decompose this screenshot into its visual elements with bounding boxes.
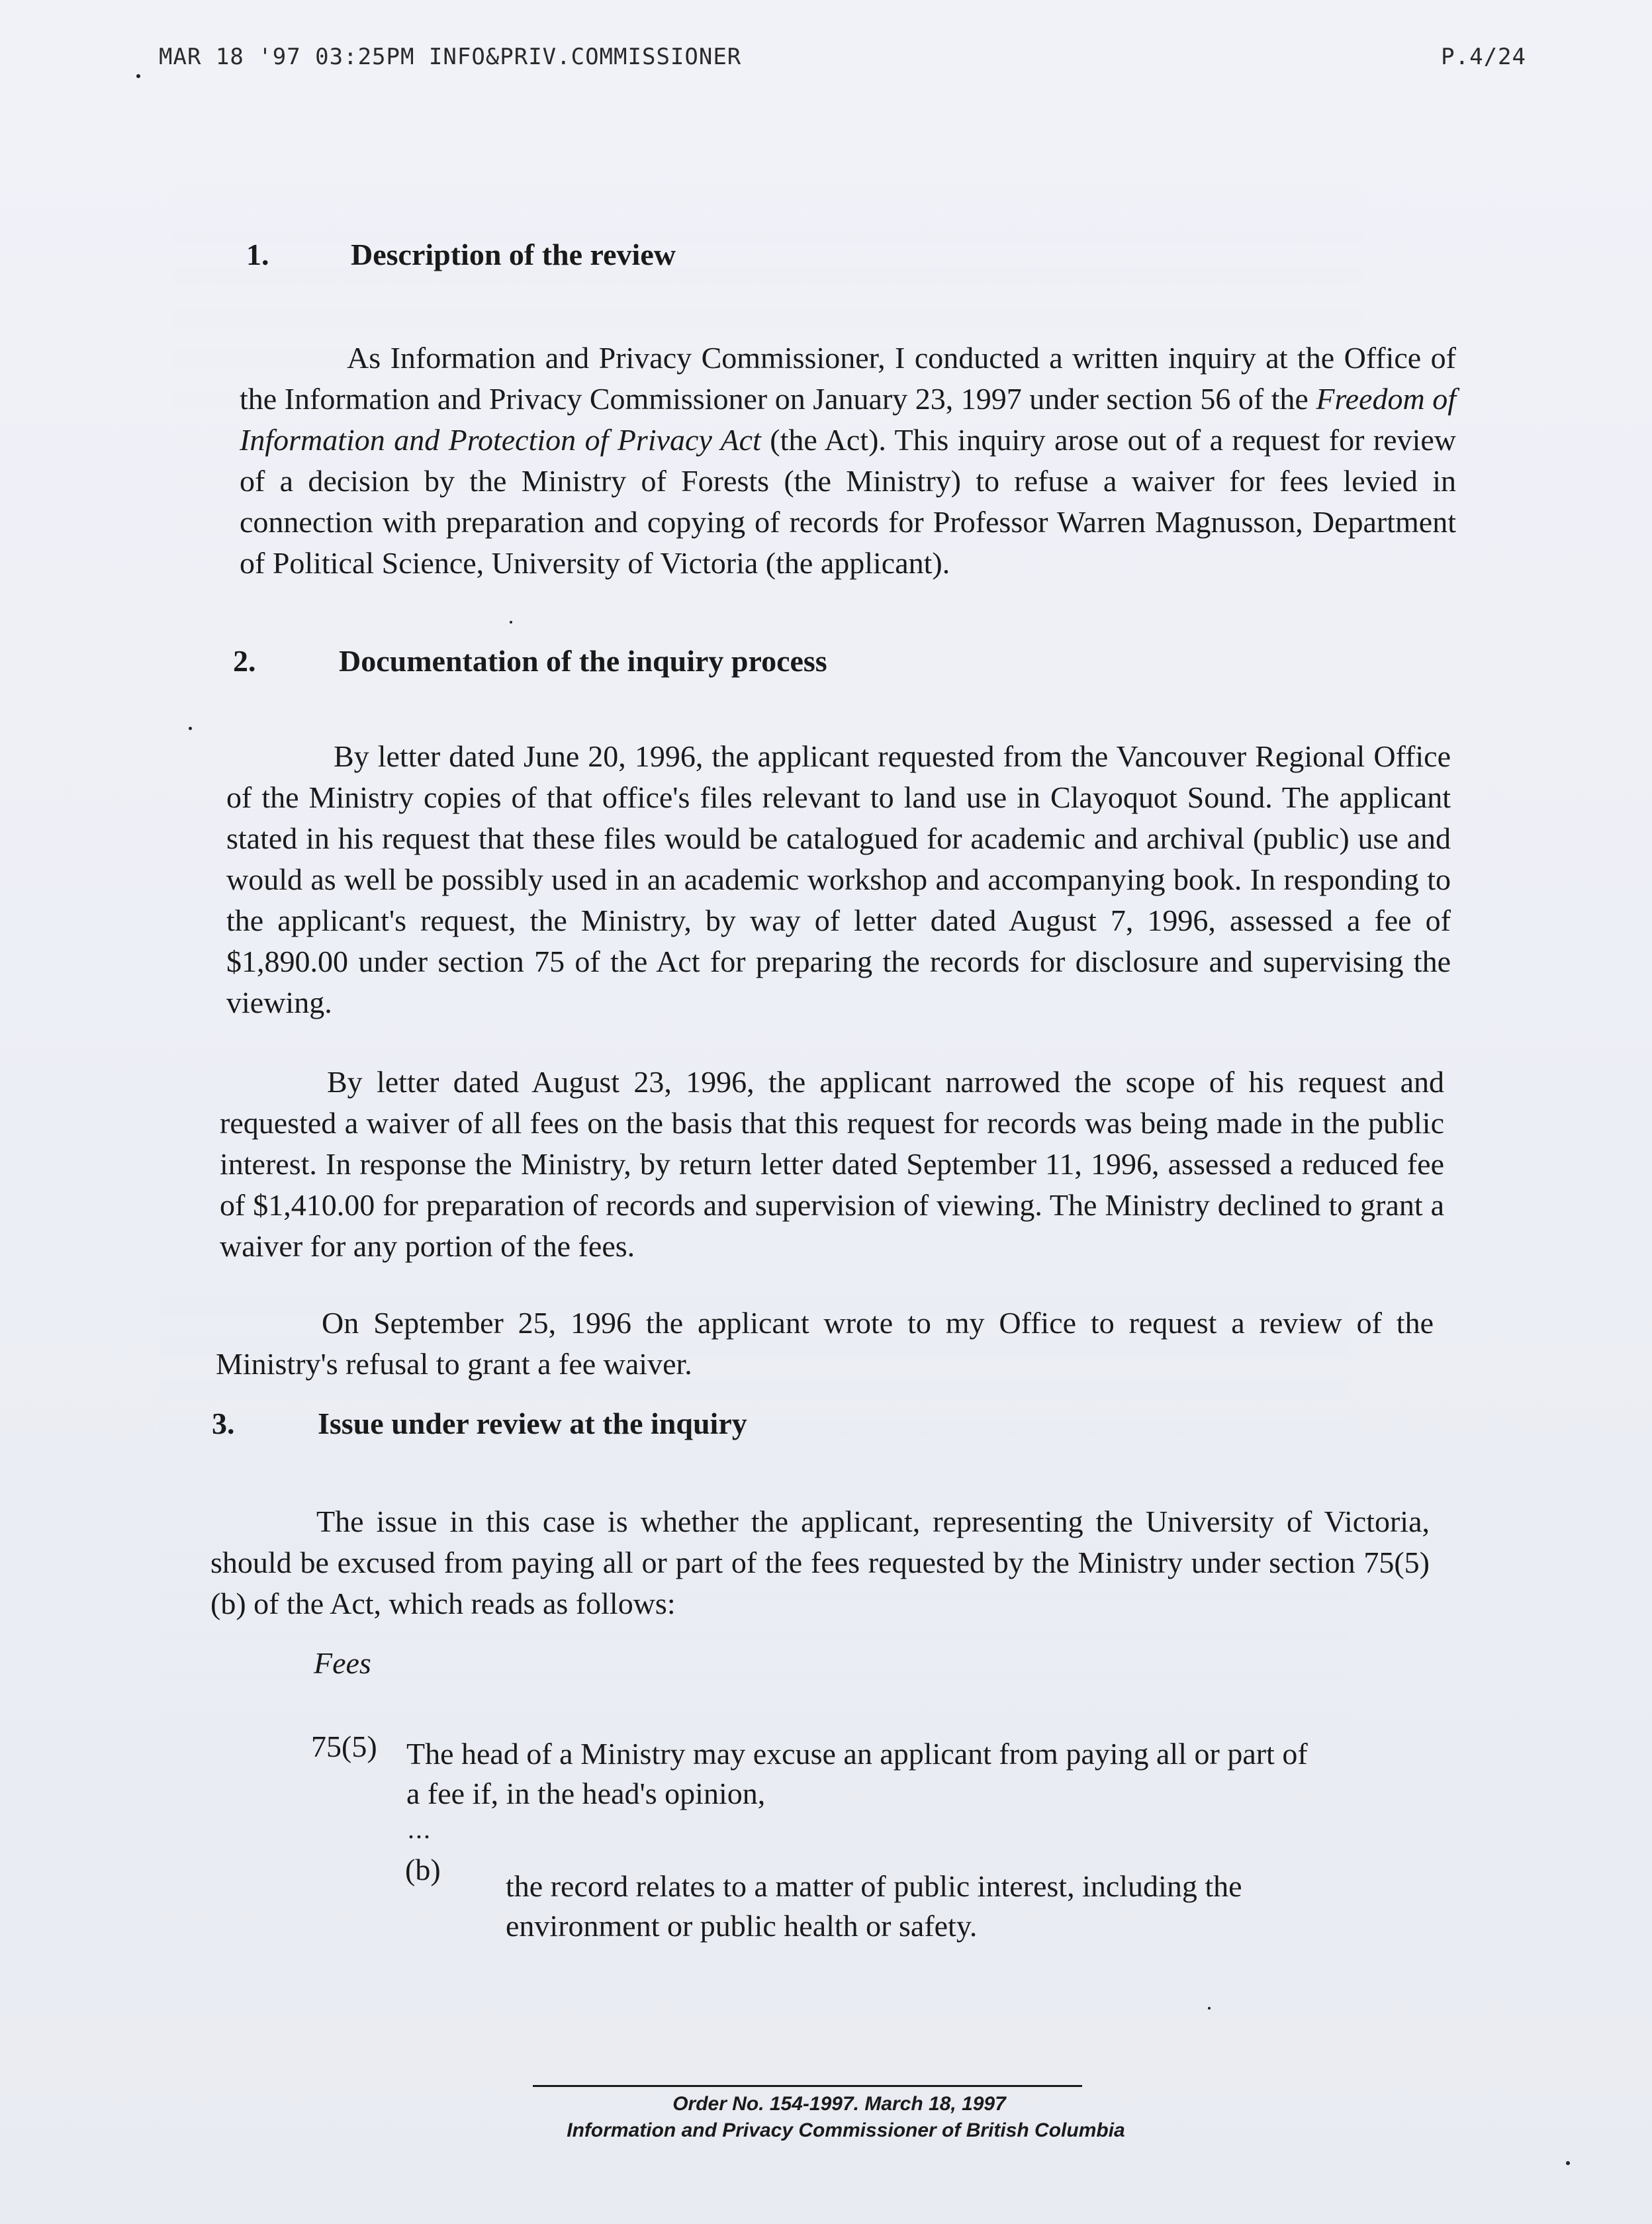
section-title: Documentation of the inquiry process	[339, 644, 827, 678]
section-heading	[233, 643, 1226, 683]
issuing-office: Information and Privacy Commissioner of British Columbia	[567, 2119, 1125, 2141]
scan-speck	[1566, 2161, 1570, 2165]
order-reference: Order No. 154-1997. March 18, 1997	[672, 2093, 1006, 2115]
statute-section-text: The head of a Ministry may excuse an applicant from paying all or part of a fee if, in the head's opinion,	[406, 1737, 1308, 1810]
quote-title: Fees	[314, 1646, 371, 1680]
footer-rule	[533, 2085, 1082, 2087]
clause-text: the record relates to a matter of public interest, including the environment or public health or safety.	[506, 1869, 1242, 1943]
fax-page-number: P.4/24	[1441, 44, 1526, 70]
paragraph: The issue in this case is whether the applicant, representing the University of Victoria, should be excused from paying all or part of the fees requested by the Ministry under section 75(5)(b) of the Act, which reads as follows:	[210, 1505, 1430, 1620]
scan-speck	[136, 74, 140, 78]
ellipsis: ...	[408, 1814, 432, 1844]
scan-speck	[510, 621, 512, 624]
section-heading	[212, 1406, 1205, 1446]
clause-label: (b)	[405, 1853, 441, 1886]
section-number: 3.	[212, 1407, 235, 1440]
section-body	[240, 338, 1456, 584]
act-title: Freedom of Information and Protection of Privacy Act	[240, 382, 1456, 457]
statute-section-number: 75(5)	[311, 1730, 377, 1763]
fax-header-left: MAR 18 '97 03:25PM INFO&PRIV.COMMISSIONER	[159, 44, 742, 70]
paragraph: By letter dated June 20, 1996, the applicant requested from the Vancouver Regional Office of the Ministry copies of that office's files relevant to land use in Clayoquot Sound. The applicant stated in his request that these files would be catalogued for academic and archival (public) use and would as well be possibly used in an academic workshop and accompanying book. In responding to the applicant's request, the Ministry, by way of letter dated August 7, 1996, assessed a fee of $1,890.00 under section 75 of the Act for preparing the records for disclosure and supervising the viewing.	[226, 739, 1451, 1019]
section-heading	[246, 237, 1239, 277]
paragraph: On September 25, 1996 the applicant wrote to my Office to request a review of the Ministry's refusal to grant a fee waiver.	[216, 1306, 1434, 1381]
section-body	[220, 1062, 1444, 1267]
section-title: Issue under review at the inquiry	[318, 1407, 747, 1440]
section-body	[216, 1303, 1434, 1385]
paragraph: As Information and Privacy Commissioner, I conducted a written inquiry at the Office of the Information and Privacy Commissioner on January 23, 1997 under section 56 of the Freedom of Information and Protection of Privacy Act (the Act). This inquiry arose out of a request for review of a decision by the Ministry of Forests (the Ministry) to refuse a waiver for fees levied in connection with preparation and copying of records for Professor Warren Magnusson, Department of Political Science, University of Victoria (the applicant).	[240, 341, 1457, 580]
section-title: Description of the review	[351, 238, 676, 271]
scan-speck	[189, 727, 192, 730]
section-number: 1.	[246, 238, 269, 271]
section-body	[226, 736, 1451, 1023]
scan-speck	[1208, 2007, 1211, 2010]
section-body	[210, 1501, 1430, 1624]
paragraph: By letter dated August 23, 1996, the applicant narrowed the scope of his request and requested a waiver of all fees on the basis that this request for records was being made in the public interest. In response the Ministry, by return letter dated September 11, 1996, assessed a reduced fee of $1,410.00 for preparation of records and supervision of viewing. The Ministry declined to grant a waiver for any portion of the fees.	[220, 1065, 1444, 1263]
section-number: 2.	[233, 644, 256, 678]
